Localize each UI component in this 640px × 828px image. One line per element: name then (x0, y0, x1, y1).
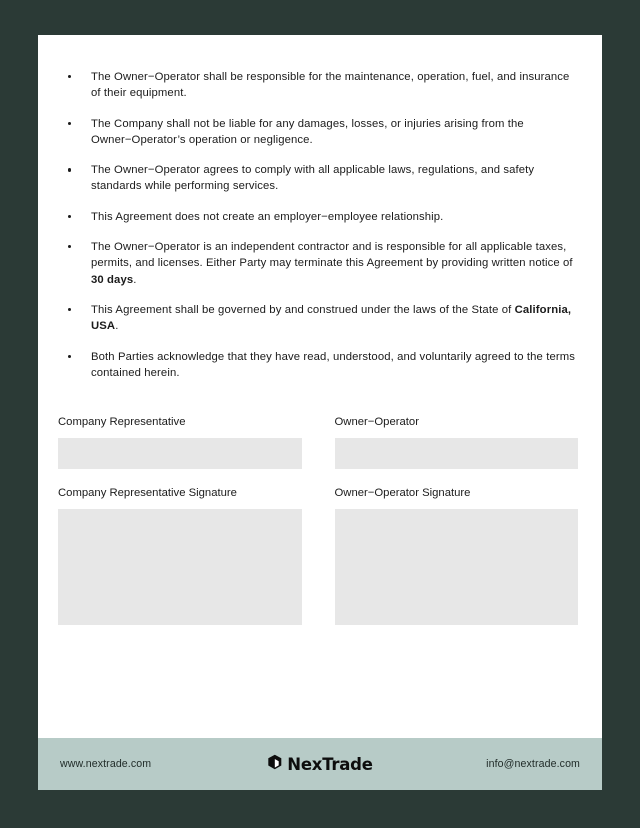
clause-text: The Company shall not be liable for any damages, losses, or injuries arising from the Owner−Operator’s operation or negligence. (91, 117, 524, 146)
company-representative-signature-label: Company Representative Signature (58, 487, 237, 500)
clause-item (68, 162, 578, 195)
signature-name-row (58, 415, 578, 469)
hexagon-cube-icon (267, 754, 282, 775)
bullet-icon (68, 122, 71, 125)
clause-item (68, 302, 578, 335)
company-representative-input[interactable] (58, 438, 302, 469)
clause-text: Both Parties acknowledge that they have read, understood, and voluntarily agreed to the terms contained herein. (91, 350, 576, 379)
owner-operator-label: Owner−Operator (334, 416, 419, 429)
clause-item (68, 209, 578, 225)
signature-section (38, 415, 602, 625)
footer-inner (60, 754, 580, 774)
clause-text: This Agreement shall be governed by and construed under the laws of the State of California, USA. (91, 303, 572, 333)
owner-operator-input[interactable] (335, 438, 579, 469)
page-footer (38, 738, 602, 790)
bullet-icon (68, 355, 71, 358)
company-representative-block (58, 415, 302, 469)
bullet-icon (68, 168, 71, 171)
clause-list (68, 69, 578, 381)
owner-operator-signature-pad[interactable] (335, 509, 579, 625)
clause-text: This Agreement does not create an employer−employee relationship. (91, 210, 444, 223)
page-whitespace (38, 625, 602, 738)
clause-text: The Owner−Operator agrees to comply with all applicable laws, regulations, and safety standards while performing services. (91, 164, 535, 193)
bullet-icon (68, 308, 71, 311)
bullet-icon (68, 75, 71, 78)
clause-item (68, 239, 578, 288)
footer-website-link[interactable]: www.nextrade.com (60, 758, 152, 770)
footer-email-link[interactable]: info@nextrade.com (486, 758, 580, 770)
owner-operator-signature-block (335, 486, 579, 625)
clause-item (68, 69, 578, 102)
clause-item (68, 116, 578, 149)
bullet-icon (68, 245, 71, 248)
clause-text: The Owner−Operator is an independent contractor and is responsible for all applicable taxes, permits, and licenses. Either Party may terminate this Agreement by providing written notice of 30 days. (91, 241, 573, 286)
company-representative-signature-pad[interactable] (58, 509, 302, 625)
document-page (38, 35, 602, 790)
owner-operator-block (335, 415, 579, 469)
brand-lockup (267, 754, 372, 775)
company-representative-label: Company Representative (58, 416, 186, 429)
company-representative-signature-block (58, 486, 302, 625)
clause-item (68, 349, 578, 382)
owner-operator-signature-label: Owner−Operator Signature (334, 487, 471, 500)
brand-name: NexTrade (287, 754, 373, 774)
clause-text: The Owner−Operator shall be responsible for the maintenance, operation, fuel, and insurance of their equipment. (91, 71, 570, 100)
bullet-icon (68, 215, 71, 218)
signature-sign-row (58, 486, 578, 625)
clause-section (38, 35, 602, 381)
